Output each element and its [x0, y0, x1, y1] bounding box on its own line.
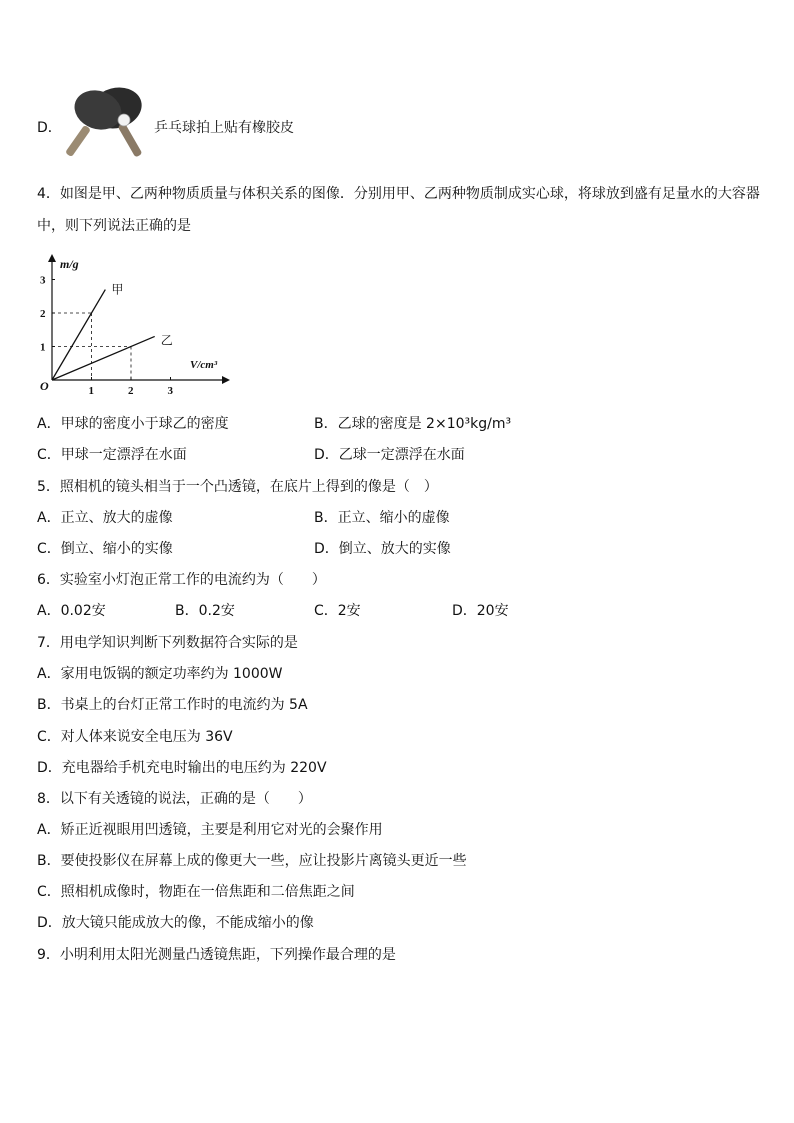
q4-option-a: A．甲球的密度小于球乙的密度: [37, 416, 229, 432]
series-label-yi: 乙: [160, 333, 173, 348]
q6-stem: 6．实验室小灯泡正常工作的电流约为（ ）: [37, 572, 326, 588]
series-label-jia: 甲: [111, 282, 124, 297]
q6-option-a: A．0.02安: [37, 603, 106, 619]
q7-option-a: A．家用电饭锅的额定功率约为 1000W: [37, 666, 283, 682]
q4-option-c: C．甲球一定漂浮在水面: [37, 447, 187, 463]
q5-option-b: B．正立、缩小的虚像: [314, 510, 450, 526]
q9-stem: 9．小明利用太阳光测量凸透镜焦距，下列操作最合理的是: [37, 947, 396, 963]
series-line-yi: [52, 336, 155, 380]
q4-option-b: B．乙球的密度是 2×10³kg/m³: [314, 416, 512, 432]
x-tick-label: 2: [128, 385, 134, 397]
q8-stem: 8．以下有关透镜的说法，正确的是（ ）: [37, 791, 312, 807]
q7-option-d: D．充电器给手机充电时输出的电压约为 220V: [37, 760, 327, 776]
q7-option-c: C．对人体来说安全电压为 36V: [37, 729, 233, 745]
q5-option-a: A．正立、放大的虚像: [37, 510, 173, 526]
x-tick-label: 3: [167, 385, 173, 397]
x-axis-label: V/cm³: [190, 359, 218, 371]
y-tick-label: 2: [40, 308, 46, 320]
y-tick-label: 1: [40, 341, 46, 354]
ping-pong-paddles-icon: [60, 86, 156, 166]
q7-option-b: B．书桌上的台灯正常工作时的电流约为 5A: [37, 697, 308, 713]
y-axis-label: m/g: [60, 257, 79, 271]
q5-option-d: D．倒立、放大的实像: [314, 541, 451, 557]
q6-option-b: B．0.2安: [175, 603, 235, 619]
q6-option-d: D．20安: [452, 603, 509, 619]
x-tick-label: 1: [88, 385, 94, 397]
q8-option-a: A．矫正近视眼用凹透镜，主要是利用它对光的会聚作用: [37, 822, 383, 838]
q4-stem-line1: 4．如图是甲、乙两种物质质量与体积关系的图像．分别用甲、乙两种物质制成实心球，将球放到盛有足量水的大容器: [37, 186, 760, 202]
x-axis-arrow: [222, 376, 230, 384]
q8-option-d: D．放大镜只能成放大的像，不能成缩小的像: [37, 915, 314, 931]
q3-option-d-text: 乒乓球拍上贴有橡胶皮: [154, 120, 294, 136]
q8-option-c: C．照相机成像时，物距在一倍焦距和二倍焦距之间: [37, 884, 355, 900]
q3-option-d-label: D．: [37, 120, 62, 136]
y-axis-arrow: [48, 254, 56, 262]
q8-option-b: B．要使投影仪在屏幕上成的像更大一些，应让投影片离镜头更近一些: [37, 853, 467, 869]
q5-option-c: C．倒立、缩小的实像: [37, 541, 173, 557]
q4-stem-line2: 中，则下列说法正确的是: [37, 218, 191, 234]
q4-option-d: D．乙球一定漂浮在水面: [314, 447, 465, 463]
q7-stem: 7．用电学知识判断下列数据符合实际的是: [37, 635, 298, 651]
q5-stem: 5．照相机的镜头相当于一个凸透镜，在底片上得到的像是（ ）: [37, 479, 438, 495]
y-tick-label: 3: [40, 274, 46, 287]
mass-volume-graph: [30, 252, 230, 397]
origin-label: O: [40, 379, 49, 393]
series-line-jia: [52, 290, 105, 380]
q6-option-c: C．2安: [314, 603, 361, 619]
